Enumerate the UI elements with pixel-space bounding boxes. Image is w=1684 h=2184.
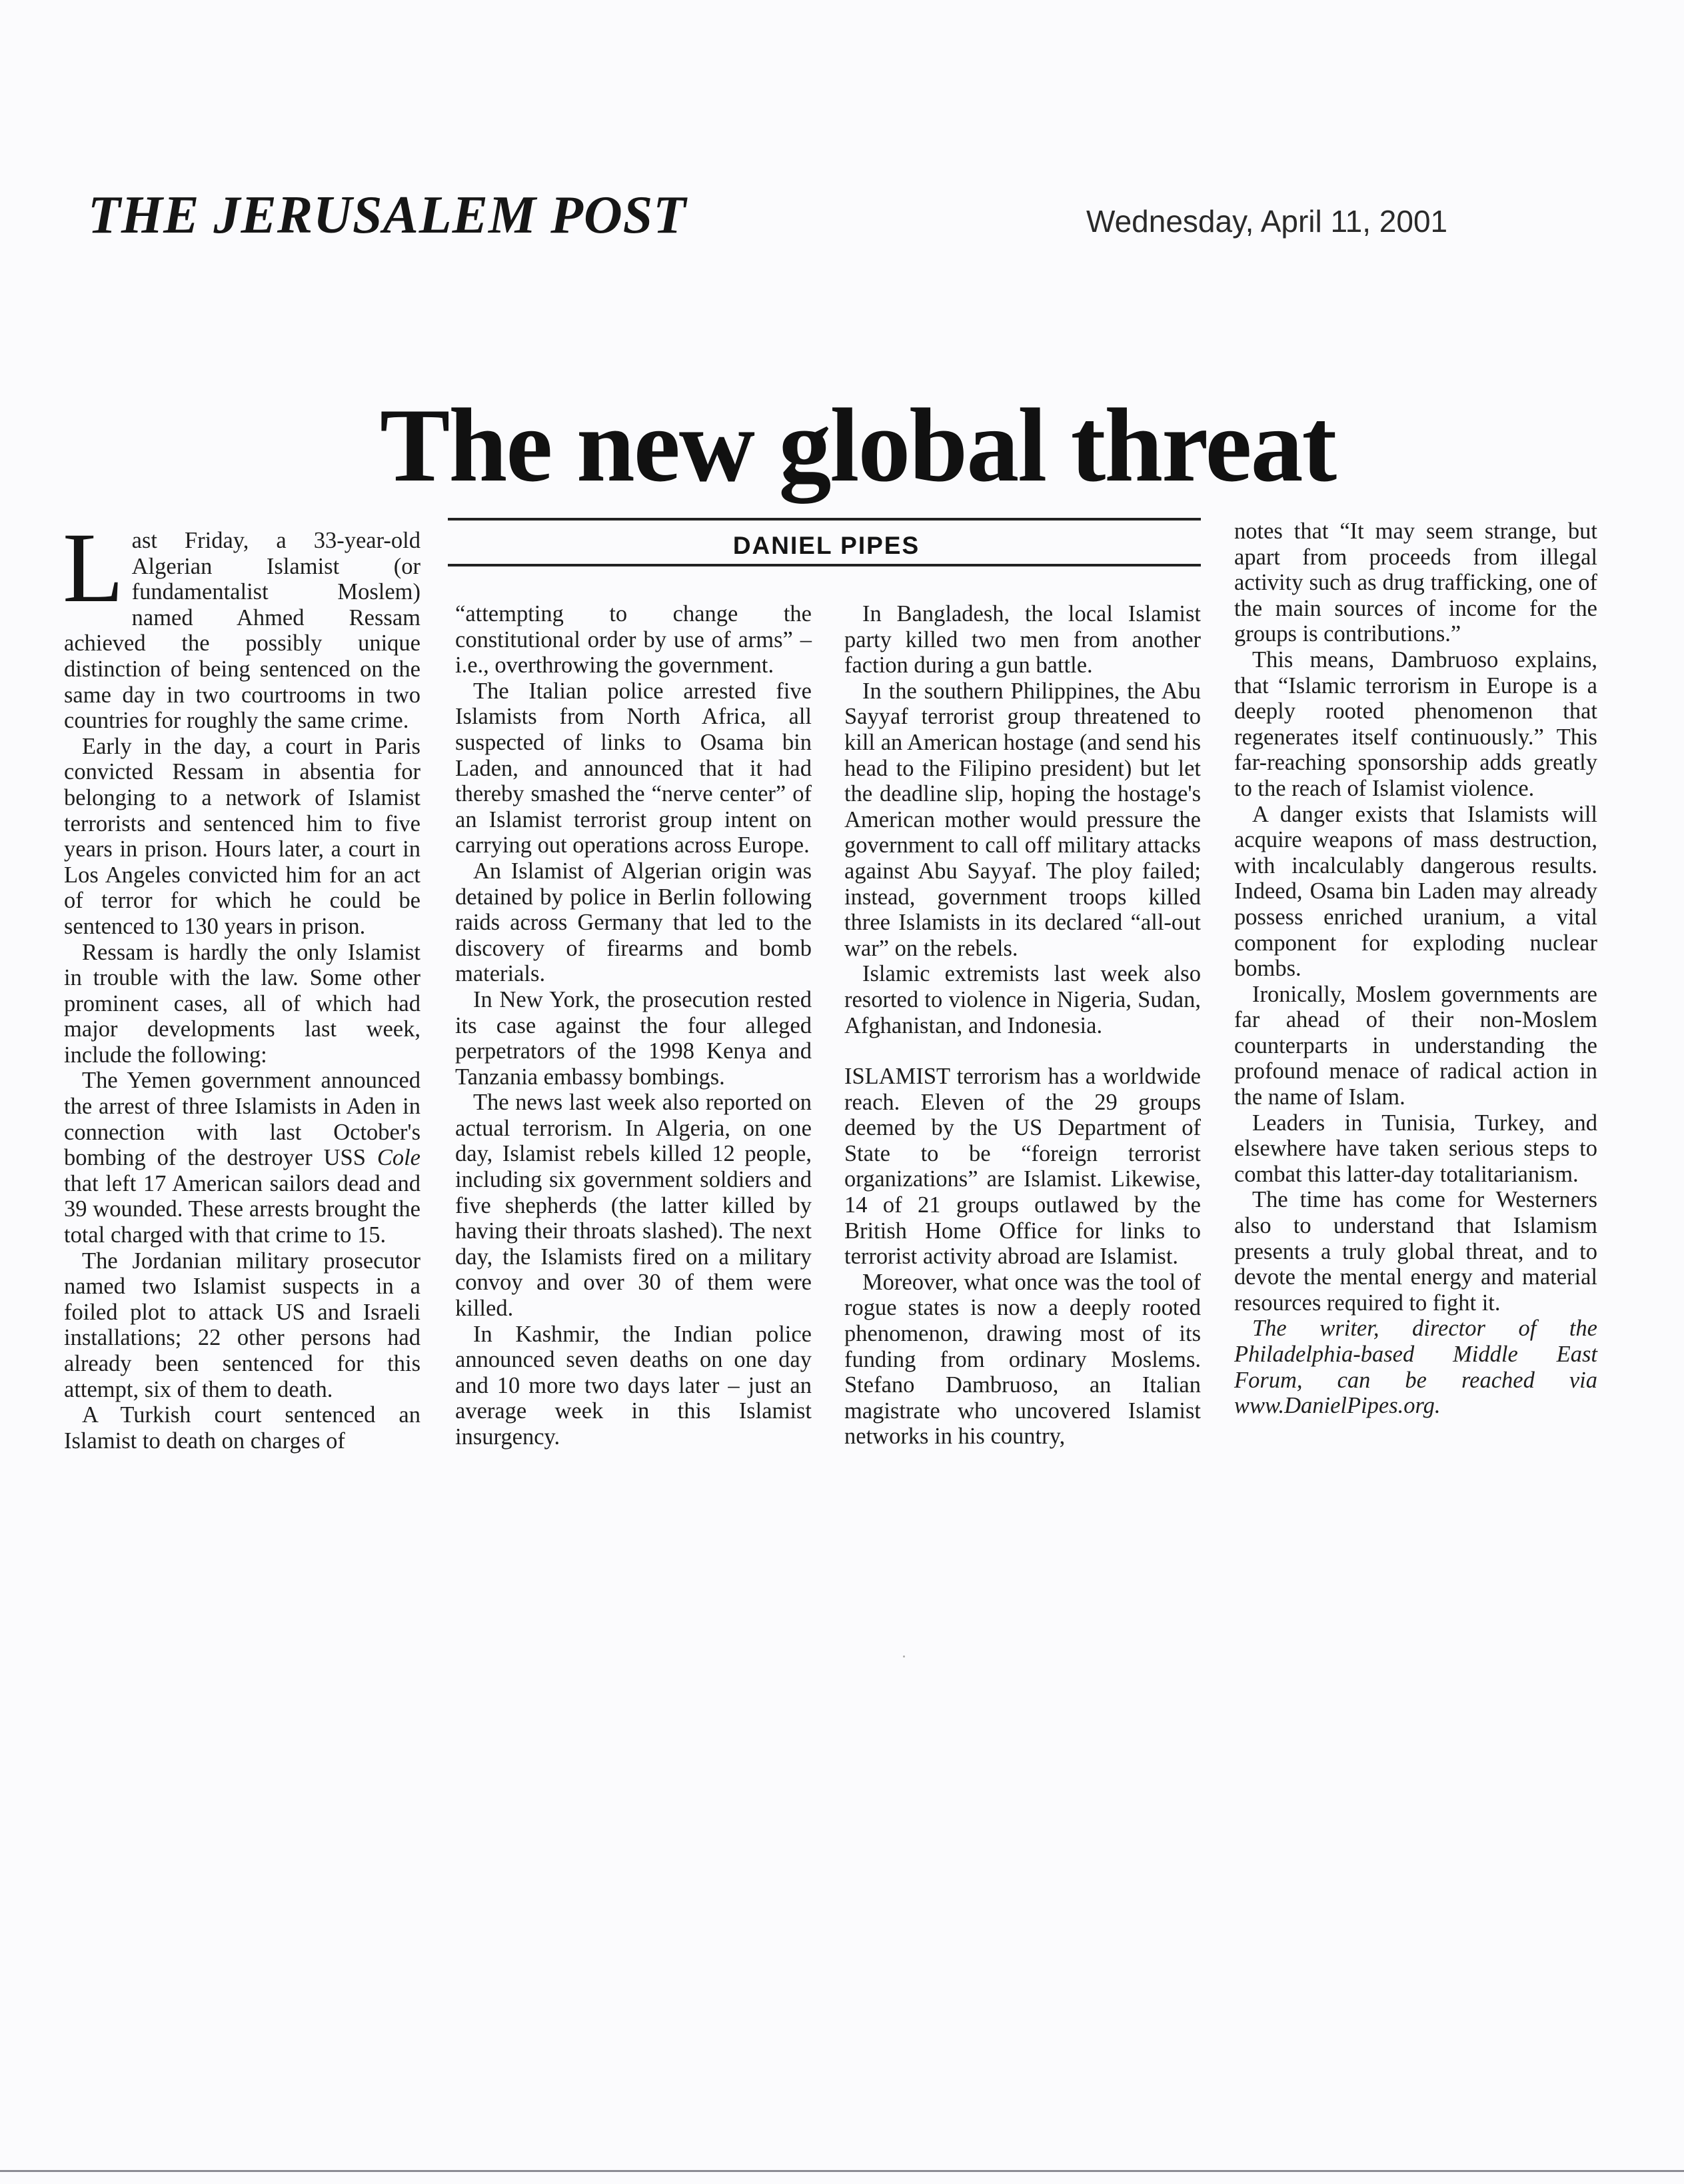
paragraph: Moreover, what once was the tool of rogue states is now a deeply rooted phenomenon, drawing most of its funding from ordinary Moslems. Stefano Dambruoso, an Italian magistrate who uncovered Islamist networks in his country, — [844, 1269, 1201, 1450]
paragraph: The Jordanian military prosecutor named two Islamist suspects in a foiled plot to attack US and Israeli installations; 22 other persons had already been sentenced for this attempt, six of them to death. — [64, 1248, 421, 1402]
publication-date: Wednesday, April 11, 2001 — [1086, 204, 1448, 239]
paragraph: Early in the day, a court in Paris convicted Ressam in absentia for belonging to a network of Islamist terrorists and sentenced him to five years in prison. Hours later, a court in Los Angeles convicted him for an act of terror for which he could be sentenced to 130 years in prison. — [64, 733, 421, 939]
paragraph: notes that “It may seem strange, but apart from proceeds from illegal activity such as drug trafficking, one of the main sources of income for the groups is contributions.” — [1234, 519, 1597, 647]
paragraph: The news last week also reported on actual terrorism. In Algeria, on one day, Islamist rebels killed 12 people, including six government soldiers and five shepherds (the latter killed by having their throats slashed). The next day, the Islamists fired on a military convoy and over 30 of them were killed. — [455, 1090, 812, 1322]
drop-cap: L — [63, 513, 124, 623]
paragraph: This means, Dambruoso explains, that “Islamic terrorism in Europe is a deeply rooted phenomenon that regenerates itself continuously.” This far-reaching sponsorship adds greatly to the reach of Islamist violence. — [1234, 646, 1597, 801]
byline-top-rule — [448, 518, 1201, 521]
headline: The new global threat — [380, 387, 1336, 504]
paragraph: A danger exists that Islamists will acquire weapons of mass destruction, with incalculably dangerous results. Indeed, Osama bin Laden may already possess enriched uranium, a vital component for exploding nuclear bombs. — [1234, 801, 1597, 982]
paragraph: Ironically, Moslem governments are far ahead of their non-Moslem counterparts in understanding the profound menace of radical action in the name of Islam. — [1234, 981, 1597, 1110]
paragraph: In New York, the prosecution rested its case against the four alleged perpetrators of the 1998 Kenya and Tanzania embassy bombings. — [455, 986, 812, 1090]
masthead: THE JERUSALEM POST — [88, 186, 687, 245]
paragraph: In Kashmir, the Indian police announced seven deaths on one day and 10 more two days later – just an average week in this Islamist insurgency. — [455, 1321, 812, 1450]
ship-name: Cole — [377, 1145, 421, 1171]
article-column-4 — [1234, 519, 1597, 1419]
paragraph: Last Friday, a 33-year-old Algerian Islamist (or fundamentalist Moslem) named Ahmed Ressam achieved the possibly unique distinction of being sentenced on the same day in two courtrooms in two countries for roughly the same crime. — [63, 513, 421, 734]
paragraph: Ressam is hardly the only Islamist in trouble with the law. Some other prominent cases, all of which had major developments last week, include the following: — [64, 939, 421, 1068]
paragraph: In the southern Philippines, the Abu Sayyaf terrorist group threatened to kill an American hostage (and send his head to the Filipino president) but let the deadline slip, hoping the hostage's American mother would pressure the government to call off military attacks against Abu Sayyaf. The ploy failed; instead, government troops killed three Islamists in its declared “all-out war” on the rebels. — [844, 678, 1201, 961]
paragraph: The time has come for Westerners also to understand that Islamism presents a truly global threat, and to devote the mental energy and material resources required to fight it. — [1234, 1187, 1597, 1316]
byline-bottom-rule — [448, 564, 1201, 566]
article-column-2 — [455, 601, 812, 1450]
paragraph: The Yemen government announced the arrest of three Islamists in Aden in connection with last October's bombing of the destroyer USS Cole that left 17 American sailors dead and 39 wounded. These arrests brought the total charged with that crime to 15. — [64, 1068, 421, 1248]
paragraph: An Islamist of Algerian origin was detained by police in Berlin following raids across Germany that led to the discovery of firearms and bomb materials. — [455, 858, 812, 987]
paragraph: “attempting to change the constitutional order by use of arms” – i.e., overthrowing the government. — [455, 601, 812, 678]
paragraph: Islamic extremists last week also resorted to violence in Nigeria, Sudan, Afghanistan, and Indonesia. — [844, 961, 1201, 1038]
article-column-3 — [844, 601, 1201, 1450]
page-bottom-edge — [0, 2170, 1684, 2172]
byline: DANIEL PIPES — [732, 532, 920, 559]
scan-speck — [903, 1655, 905, 1657]
author-credit: The writer, director of the Philadelphia-based Middle East Forum, can be reached via www.DanielPipes.org. — [1234, 1316, 1597, 1419]
paragraph: The Italian police arrested five Islamists from North Africa, all suspected of links to Osama bin Laden, and announced that it had thereby smashed the “nerve center” of an Islamist terrorist group intent on carrying out operations across Europe. — [455, 678, 812, 858]
paragraph: In Bangladesh, the local Islamist party killed two men from another faction during a gun battle. — [844, 601, 1201, 678]
section-paragraph: ISLAMIST terrorism has a worldwide reach. Eleven of the 29 groups deemed by the US Department of State to be “foreign terrorist organizations” are Islamist. Likewise, 14 of 21 groups outlawed by the British Home Office for links to terrorist activity abroad are Islamist. — [844, 1064, 1201, 1270]
paragraph: Leaders in Tunisia, Turkey, and elsewhere have taken serious steps to combat this latter-day totalitarianism. — [1234, 1110, 1597, 1187]
article-column-1 — [63, 513, 421, 1454]
paragraph: A Turkish court sentenced an Islamist to death on charges of — [64, 1402, 421, 1454]
